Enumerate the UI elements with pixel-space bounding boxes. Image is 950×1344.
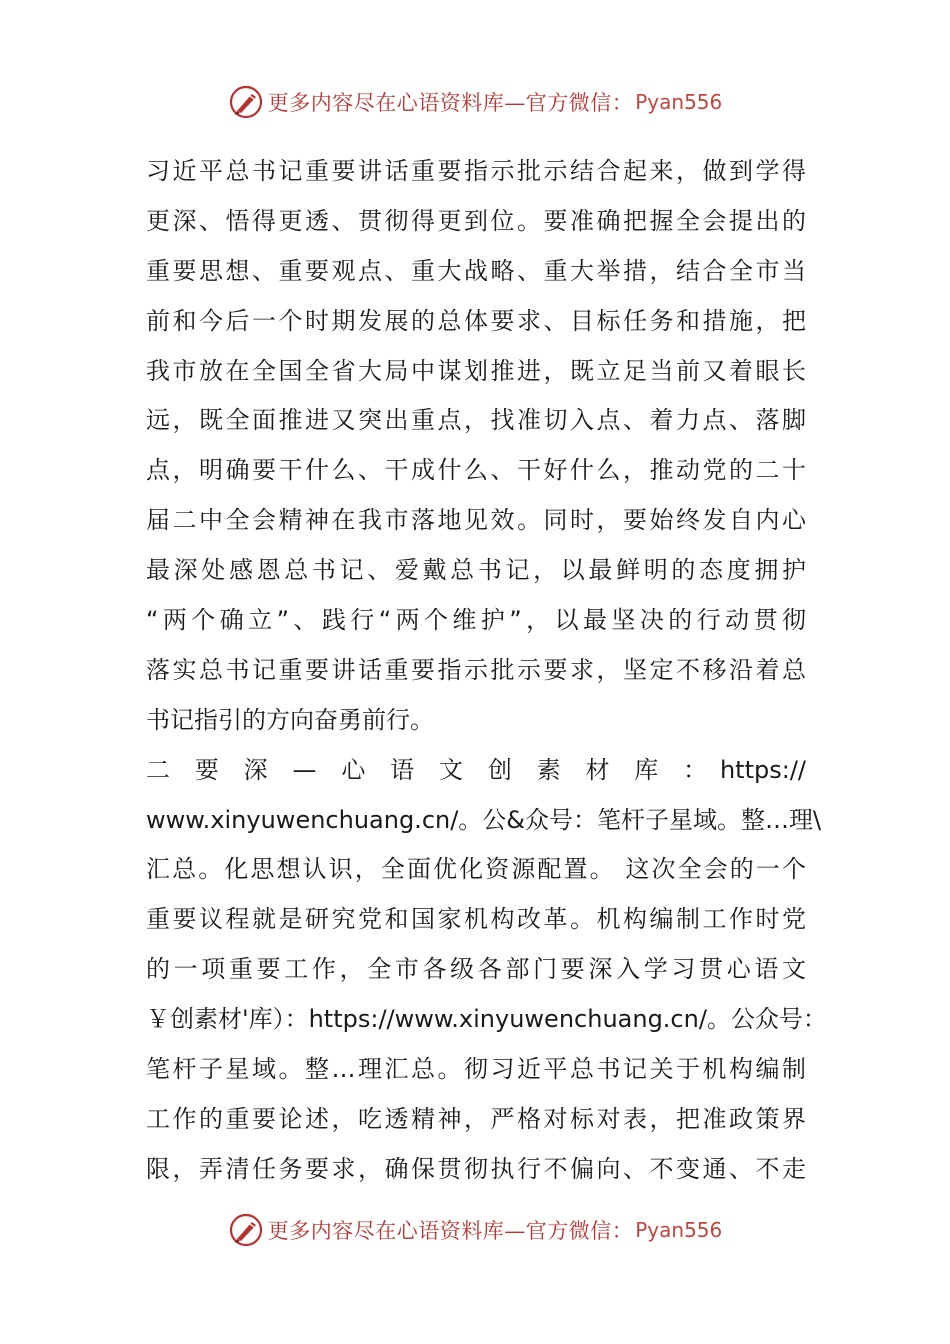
text-line: 工作的重要论述，吃透精神，严格对标对表，把准政策界 bbox=[146, 1104, 806, 1133]
header-wechat-id: Pyan556 bbox=[635, 90, 723, 114]
document-body bbox=[146, 147, 827, 1195]
text-line: ￥创素材'库）：https://www.xinyuwenchuang.cn/。公众号： bbox=[146, 1005, 827, 1034]
text-line: 笔杆子星域。整…理汇总。彻习近平总书记关于机构编制 bbox=[146, 1055, 806, 1084]
text-line: 点，明确要干什么、干成什么、干好什么，推动党的二十 bbox=[146, 456, 806, 485]
pen-logo-icon bbox=[228, 1212, 264, 1248]
text-line: 届二中全会精神在我市落地见效。同时，要始终发自内心 bbox=[146, 506, 806, 535]
text-line: 更深、悟得更透、贯彻得更到位。要准确把握全会提出的 bbox=[146, 206, 806, 235]
text-line: 汇总。化思想认识，全面优化资源配置。 这次全会的一个 bbox=[146, 855, 806, 884]
text-line: 重要议程就是研究党和国家机构改革。机构编制工作时党 bbox=[146, 905, 806, 934]
text-line: 前和今后一个时期发展的总体要求、目标任务和措施，把 bbox=[146, 306, 806, 335]
text-line: www.xinyuwenchuang.cn/。公&众号：笔杆子星域。整…理\ bbox=[146, 805, 822, 834]
text-line: 习近平总书记重要讲话重要指示批示结合起来，做到学得 bbox=[146, 157, 806, 185]
text-line: 远，既全面推进又突出重点，找准切入点、着力点、落脚 bbox=[146, 406, 806, 435]
text-line: 二 要 深 — 心 语 文 创 素 材 库 ： https:// bbox=[146, 755, 806, 784]
header-banner bbox=[0, 82, 950, 122]
footer-banner bbox=[0, 1210, 950, 1250]
text-line: 最深处感恩总书记、爱戴总书记，以最鲜明的态度拥护 bbox=[146, 556, 806, 585]
footer-wechat-id: Pyan556 bbox=[635, 1218, 723, 1242]
text-line: 限，弄清任务要求，确保贯彻执行不偏向、不变通、不走 bbox=[146, 1154, 806, 1183]
text-line: 重要思想、重要观点、重大战略、重大举措，结合全市当 bbox=[146, 256, 806, 285]
text-line: 的一项重要工作，全市各级各部门要深入学习贯心语文 bbox=[146, 955, 806, 984]
header-banner-text: 更多内容尽在心语资料库—官方微信： bbox=[267, 91, 634, 115]
footer-banner-text: 更多内容尽在心语资料库—官方微信： bbox=[267, 1219, 634, 1243]
text-line: 书记指引的方向奋勇前行。 bbox=[146, 705, 434, 734]
text-line: 我市放在全国全省大局中谋划推进，既立足当前又着眼长 bbox=[146, 356, 806, 385]
text-line: 落实总书记重要讲话重要指示批示要求，坚定不移沿着总 bbox=[146, 655, 806, 684]
pen-logo-icon bbox=[228, 84, 264, 120]
text-line: “两个确立”、践行“两个维护”，以最坚决的行动贯彻 bbox=[146, 606, 806, 635]
